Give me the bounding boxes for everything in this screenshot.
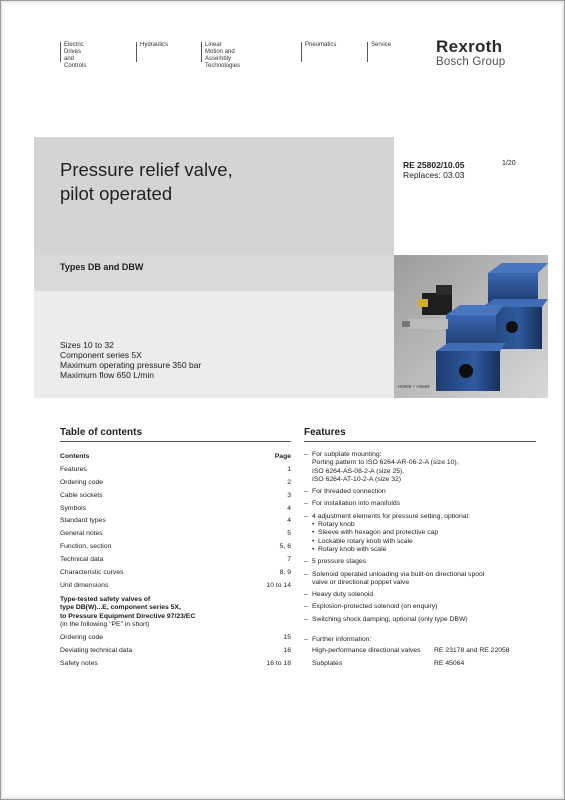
feature-stages: – 5 pressure stages [304, 558, 536, 566]
nav-pneumatics: Pneumatics [301, 42, 336, 62]
toc-header-row [60, 451, 291, 464]
adjust-option: • Sleeve with hexagon and protective cap [304, 529, 536, 537]
adjust-option: • Lockable rotary knob with scale [304, 538, 536, 546]
nav-hydraulics: Hydraulics [136, 42, 168, 62]
toc-row [60, 503, 291, 516]
feature-text: – 4 adjustment elements for pressure setting, optional: [312, 512, 470, 520]
logo-main-text: Rexroth [436, 37, 503, 56]
info-value: RE 45064 [434, 659, 465, 667]
feature-adjustment [304, 513, 536, 554]
toc-row [60, 567, 291, 580]
toc-row [60, 490, 291, 503]
photo-caption: H6886 + H6889 [398, 384, 430, 389]
toc-label: Standard types [60, 517, 106, 525]
nav-service: Service [367, 42, 391, 62]
features-heading: Features [304, 427, 346, 438]
toc-page: 4 [287, 504, 291, 512]
toc-page: 15 [283, 633, 291, 641]
toc-label: Deviating technical data [60, 646, 133, 654]
toc-page: 7 [287, 556, 291, 564]
toc-label: General notes [60, 530, 103, 538]
feature-text: ISO 6264-AS-08-2-A (size 25), [312, 467, 405, 475]
toc-label: Ordering code [60, 633, 104, 641]
feature-solenoid-unloading [304, 571, 536, 588]
feature-heavy-solenoid: – Heavy duty solenoid [304, 591, 536, 599]
toc-row [60, 515, 291, 528]
toc-page: 5 [287, 530, 291, 538]
feature-subplate [304, 451, 536, 484]
document-reference [403, 160, 464, 180]
feature-threaded: – For threaded connection [304, 488, 536, 496]
toc-row [60, 528, 291, 541]
rexroth-logo [436, 38, 505, 69]
types-band [34, 255, 394, 291]
logo-sub-text: Bosch Group [436, 56, 506, 68]
safety-heading-line: to Pressure Equipment Directive 97/23/EC [60, 612, 196, 620]
toc-label: Characteristic curves [60, 569, 124, 577]
feature-text: ISO 6264-AT-10-2-A (size 32) [312, 475, 402, 483]
adjust-option: • Rotary knob [304, 521, 536, 529]
toc-label: Cable sockets [60, 491, 103, 499]
toc-label: Function, section [60, 543, 112, 551]
toc-safety-block [60, 596, 291, 630]
toc-heading: Table of contents [60, 427, 143, 438]
adjust-option: • Rotary knob with scale [304, 546, 536, 554]
feature-text: valve or directional poppet valve [312, 578, 410, 586]
toc-col-contents: Contents [60, 453, 90, 460]
spec-flow: Maximum flow 650 L/min [60, 370, 155, 380]
toc-label: Symbols [60, 504, 87, 512]
info-label: High-performance directional valves [312, 647, 421, 655]
toc-row [60, 464, 291, 477]
doc-number: RE 25802/10.05 [403, 160, 465, 170]
toc-col-page: Page [274, 453, 291, 460]
safety-heading-line: Type-tested safety valves of [60, 595, 151, 603]
features-rule [304, 441, 536, 442]
features-list [304, 451, 536, 668]
page-count: 1/20 [502, 160, 516, 167]
toc-page: 10 to 14 [266, 581, 291, 589]
spec-sizes: Sizes 10 to 32 [60, 340, 114, 350]
spec-series: Component series 5X [60, 350, 142, 360]
feature-further-info: – Further information: [304, 636, 536, 644]
toc-page: 16 to 18 [266, 659, 291, 667]
feature-text: – Solenoid operated unloading via built-on directional spool [312, 570, 485, 578]
toc-row [60, 645, 291, 658]
info-label: Subplates [312, 659, 343, 667]
toc-label: Safety notes [60, 659, 98, 667]
feature-text: Porting pattern to ISO 6264-AR-06-2-A (size 10), [312, 459, 459, 467]
info-row [304, 647, 536, 655]
toc-label: Ordering code [60, 478, 104, 486]
toc-row [60, 658, 291, 671]
toc-list [60, 451, 291, 670]
safety-note: (in the following "PE" in short) [60, 621, 150, 629]
toc-row [60, 477, 291, 490]
toc-page: 16 [283, 646, 291, 654]
toc-label: Features [60, 465, 87, 473]
spec-list [60, 340, 201, 380]
toc-label: Unit dimensions [60, 581, 109, 589]
info-row [304, 660, 536, 668]
feature-manifolds: – For installation into manifolds [304, 500, 536, 508]
toc-page: 1 [287, 465, 291, 473]
spec-pressure: Maximum operating pressure 350 bar [60, 360, 202, 370]
toc-page: 4 [287, 517, 291, 525]
toc-page: 8, 9 [279, 569, 291, 577]
toc-row [60, 554, 291, 567]
product-photo [394, 255, 548, 398]
feature-text: – For subplate mounting: [312, 451, 382, 458]
nav-electric-drives: Electric Drives and Controls [60, 42, 86, 62]
nav-linear-motion: Linear Motion and Assembly Technologies [201, 42, 240, 62]
page-title: Pressure relief valve, pilot operated [60, 159, 233, 204]
toc-row [60, 580, 291, 593]
types-label: Types DB and DBW [60, 262, 144, 272]
feature-shock-damping: – Switching shock damping, optional (only type DBW) [304, 616, 536, 624]
safety-heading-line: type DB(W)...E, component series 5X, [60, 604, 181, 612]
toc-page: 2 [287, 478, 291, 486]
toc-row [60, 632, 291, 645]
toc-page: 3 [287, 491, 291, 499]
feature-explosion: – Explosion-protected solenoid (on enquiry) [304, 603, 536, 611]
toc-label: Technical data [60, 556, 104, 564]
toc-page: 5, 6 [279, 543, 291, 551]
doc-replaces: Replaces: 03.03 [403, 170, 465, 180]
info-value: RE 23178 and RE 22058 [434, 647, 510, 655]
toc-rule [60, 441, 291, 442]
toc-row [60, 541, 291, 554]
